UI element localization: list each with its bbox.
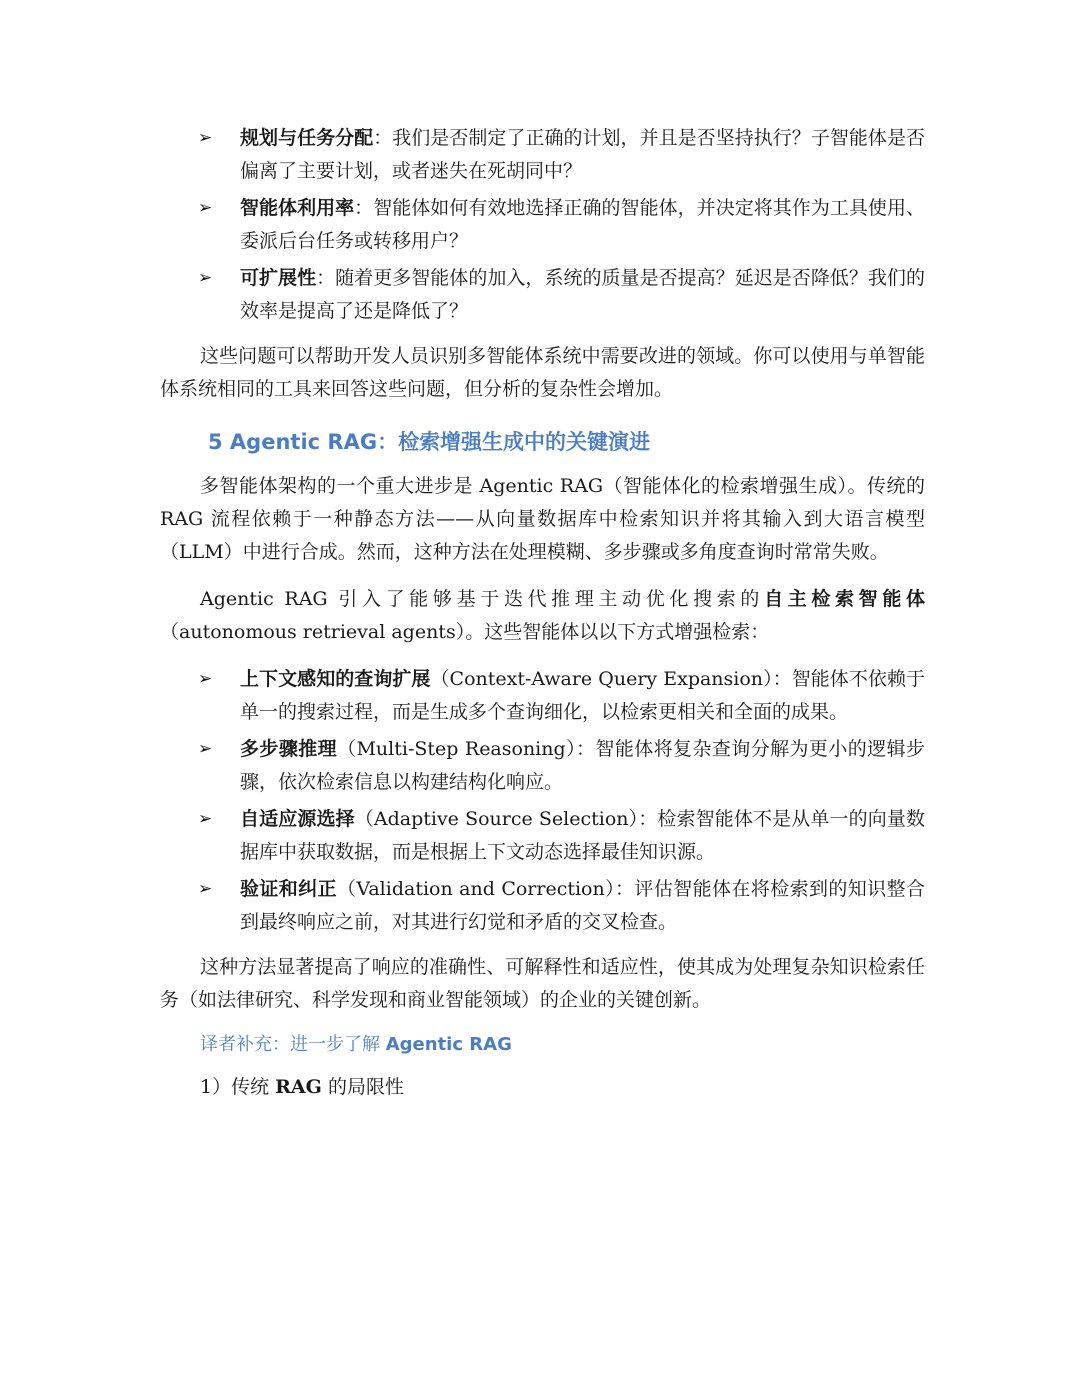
subheading-brand: Agentic RAG xyxy=(385,1034,512,1055)
paragraph-agentic-pre: Agentic RAG 引入了能够基于迭代推理主动优化搜索的 xyxy=(200,588,765,610)
paragraph-agentic-post: （autonomous retrieval agents）。这些智能体以以下方式增强检索： xyxy=(160,621,770,643)
document-page xyxy=(160,122,925,1103)
bullet-term: 上下文感知的查询扩展 xyxy=(240,668,431,690)
subsection-title xyxy=(160,1071,925,1103)
list-item xyxy=(160,122,925,188)
bullet-term: 规划与任务分配 xyxy=(240,127,374,149)
list-item xyxy=(160,803,925,869)
arrow-bullet-icon: ➢ xyxy=(198,198,213,218)
subsub-post: 的局限性 xyxy=(321,1076,404,1098)
list-item xyxy=(160,733,925,799)
bullet-text: 随着更多智能体的加入，系统的质量是否提高？延迟是否降低？我们的效率是提高了还是降低了？ xyxy=(240,267,925,322)
list-item xyxy=(160,873,925,939)
list-item xyxy=(160,262,925,328)
bullet-text: 智能体不依赖于单一的搜索过程，而是生成多个查询细化，以检索更相关和全面的成果。 xyxy=(240,668,925,723)
bullet-sep: ： xyxy=(373,127,393,149)
bullet-sep: （Adaptive Source Selection）： xyxy=(354,808,658,830)
arrow-bullet-icon: ➢ xyxy=(198,128,213,148)
bullet-text: 智能体将复杂查询分解为更小的逻辑步骤，依次检索信息以构建结构化响应。 xyxy=(240,738,925,793)
bullet-term: 可扩展性 xyxy=(240,267,317,289)
subsub-pre: 1）传统 xyxy=(200,1076,276,1098)
bullet-text: 我们是否制定了正确的计划，并且是否坚持执行？子智能体是否偏离了主要计划，或者迷失在死胡同中？ xyxy=(240,127,925,182)
bullet-text: 检索智能体不是从单一的向量数据库中获取数据，而是根据上下文动态选择最佳知识源。 xyxy=(240,808,925,863)
bullet-term: 多步骤推理 xyxy=(240,738,338,760)
bullet-term: 自适应源选择 xyxy=(240,808,355,830)
arrow-bullet-icon: ➢ xyxy=(198,809,213,829)
arrow-bullet-icon: ➢ xyxy=(198,268,213,288)
list-item xyxy=(160,192,925,258)
arrow-bullet-icon: ➢ xyxy=(198,669,213,689)
paragraph-agentic xyxy=(160,583,925,649)
paragraph-intro: 多智能体架构的一个重大进步是 Agentic RAG（智能体化的检索增强生成）。传统的 RAG 流程依赖于一种静态方法——从向量数据库中检索知识并将其输入到大语言模型（LLM）中进行合成。然而，这种方法在处理模糊、多步骤或多角度查询时常常失败。 xyxy=(160,475,925,563)
bullet-sep: （Validation and Correction）： xyxy=(336,878,635,900)
bullet-sep: （Multi-Step Reasoning）： xyxy=(337,738,596,760)
subheading-pre: 译者补充：进一步了解 xyxy=(200,1034,386,1055)
paragraph-summary: 这些问题可以帮助开发人员识别多智能体系统中需要改进的领域。你可以使用与单智能体系统相同的工具来回答这些问题，但分析的复杂性会增加。 xyxy=(160,345,925,400)
bullet-sep: （Context-Aware Query Expansion）： xyxy=(430,668,792,690)
bullet-text: 评估智能体在将检索到的知识整合到最终响应之前，对其进行幻觉和矛盾的交叉检查。 xyxy=(240,878,925,933)
heading-rest: 检索增强生成中的关键演进 xyxy=(398,430,651,454)
paragraph-agentic-bold: 自主检索智能体 xyxy=(764,588,925,610)
heading-sep: ： xyxy=(377,430,399,454)
bullet-sep: ： xyxy=(316,267,336,289)
bullet-list-top xyxy=(160,122,925,328)
bullet-text: 智能体如何有效地选择正确的智能体，并决定将其作为工具使用、委派后台任务或转移用户？ xyxy=(240,197,925,252)
arrow-bullet-icon: ➢ xyxy=(198,879,213,899)
bullet-list-bottom xyxy=(160,663,925,939)
bullet-sep: ： xyxy=(354,197,374,219)
arrow-bullet-icon: ➢ xyxy=(198,739,213,759)
section-heading xyxy=(160,424,925,460)
bullet-term: 验证和纠正 xyxy=(240,878,337,900)
bullet-term: 智能体利用率 xyxy=(240,197,355,219)
paragraph-conclusion: 这种方法显著提高了响应的准确性、可解释性和适应性，使其成为处理复杂知识检索任务（如法律研究、科学发现和商业智能领域）的企业的关键创新。 xyxy=(160,956,925,1011)
translator-note-heading xyxy=(160,1029,925,1061)
list-item xyxy=(160,663,925,729)
subsub-bold: RAG xyxy=(275,1076,322,1098)
heading-number-title: 5 Agentic RAG xyxy=(208,430,378,454)
